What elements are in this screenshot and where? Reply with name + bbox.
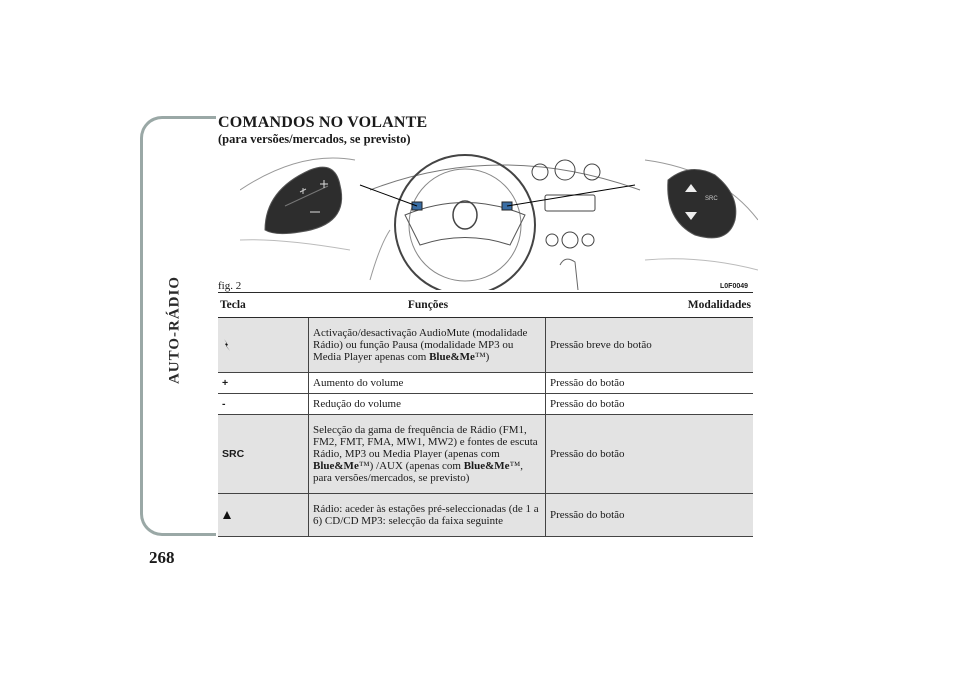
up-arrow-icon (222, 510, 232, 520)
function-cell: Selecção da gama de frequência de Rádio (FM1, FM2, FMT, FMA, MW1, MW2) e fontes de escuta Rádio, MP3 ou Media Player (apenas com Blue&Me™) /AUX (apenas com Blue&Me™, para versões/mercados, se previsto) (309, 415, 546, 494)
header-key: Tecla (218, 293, 309, 318)
table-row (218, 394, 753, 415)
right-controls-inset (645, 160, 758, 270)
dashboard-view (360, 155, 640, 290)
mode-cell: Pressão breve do botão (546, 318, 754, 373)
left-controls-inset (240, 158, 355, 250)
header-functions: Funções (309, 293, 546, 318)
table-header-row (218, 293, 753, 318)
key-cell (218, 494, 309, 537)
page-number: 268 (149, 548, 175, 567)
figure-code: L0F0049 (720, 283, 749, 290)
mute-icon (222, 338, 232, 352)
figure-caption: fig. 2 (218, 280, 242, 292)
table-row (218, 318, 753, 373)
table-row (218, 415, 753, 494)
function-cell: Rádio: aceder às estações pré-seleccionadas (de 1 a 6) CD/CD MP3: selecção da faixa seguinte (309, 494, 546, 537)
key-cell (218, 318, 309, 373)
key-cell: + (218, 373, 309, 394)
mode-cell: Pressão do botão (546, 394, 754, 415)
table-row (218, 494, 753, 537)
steering-wheel-illustration (240, 150, 758, 290)
mode-cell: Pressão do botão (546, 415, 754, 494)
key-cell: SRC (218, 415, 309, 494)
page-title: COMANDOS NO VOLANTE (218, 114, 428, 131)
header-modes: Modalidades (546, 293, 754, 318)
mode-cell: Pressão do botão (546, 373, 754, 394)
table-row (218, 373, 753, 394)
src-label: SRC (705, 196, 718, 202)
key-cell: - (218, 394, 309, 415)
function-cell: Aumento do volume (309, 373, 546, 394)
function-cell: Activação/desactivação AudioMute (modalidade Rádio) ou função Pausa (modalidade MP3 ou Media Player apenas com Blue&Me™) (309, 318, 546, 373)
steering-controls-table (218, 292, 753, 537)
section-label: AUTO-RÁDIO (166, 275, 183, 385)
mode-cell: Pressão do botão (546, 494, 754, 537)
function-cell: Redução do volume (309, 394, 546, 415)
page-subtitle: (para versões/mercados, se previsto) (218, 132, 411, 146)
